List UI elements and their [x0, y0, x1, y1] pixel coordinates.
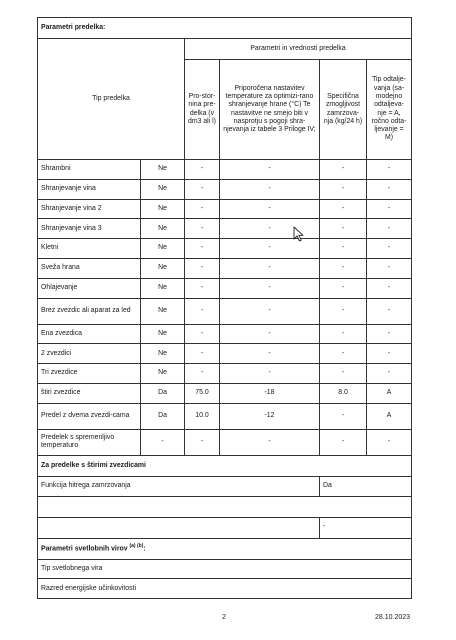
energy-class-label: Razred energijske učinkovitosti [38, 579, 412, 599]
freezing-capacity-cell: - [320, 403, 367, 429]
temperature-cell: - [220, 324, 320, 344]
freezing-capacity-cell: 8.0 [320, 383, 367, 403]
temperature-cell: -12 [220, 403, 320, 429]
defrost-type-cell: - [367, 298, 412, 324]
volume-cell: - [185, 199, 220, 219]
freezing-capacity-column-header: Specifična zmogljivost zamrzova-nja (kg/24 h) [320, 60, 367, 160]
volume-cell: - [185, 429, 220, 455]
defrost-type-cell: - [367, 324, 412, 344]
present-cell: Da [141, 403, 185, 429]
present-cell: Ne [141, 298, 185, 324]
lighting-title-suffix: : [143, 545, 146, 553]
empty-value-row [38, 517, 412, 538]
compartment-type-cell: Kletni [38, 239, 141, 259]
table-title-row [38, 18, 412, 39]
temperature-cell: - [220, 344, 320, 364]
table-row [38, 344, 412, 364]
volume-cell: - [185, 160, 220, 180]
present-cell: Ne [141, 278, 185, 298]
blank-row [38, 496, 412, 517]
volume-cell: 10.0 [185, 403, 220, 429]
mouse-cursor-icon [293, 226, 305, 242]
header-group-row [38, 39, 412, 60]
table-row [38, 298, 412, 324]
present-cell: Ne [141, 239, 185, 259]
type-column-header: Tip predelka [38, 39, 185, 160]
defrost-type-cell: - [367, 239, 412, 259]
volume-cell: - [185, 344, 220, 364]
temperature-cell: - [220, 298, 320, 324]
temperature-cell: - [220, 199, 320, 219]
defrost-type-cell: - [367, 258, 412, 278]
present-cell: Ne [141, 160, 185, 180]
empty-label-cell [38, 517, 320, 538]
table-row [38, 429, 412, 455]
volume-cell: - [185, 364, 220, 384]
compartment-type-cell: Tri zvezdice [38, 364, 141, 384]
volume-cell: - [185, 258, 220, 278]
four-star-section-title: Za predelke s štirimi zvezdicami [38, 455, 412, 476]
freezing-capacity-cell: - [320, 199, 367, 219]
lighting-section-title [38, 538, 412, 559]
table-row [38, 219, 412, 239]
freezing-capacity-cell: - [320, 179, 367, 199]
fast-freeze-value: Da [320, 476, 412, 496]
table-row [38, 160, 412, 180]
freezing-capacity-cell: - [320, 324, 367, 344]
volume-cell: - [185, 219, 220, 239]
table-row [38, 364, 412, 384]
compartment-type-cell: Shranjevanje vina 3 [38, 219, 141, 239]
compartment-type-cell: Sveža hrana [38, 258, 141, 278]
defrost-type-cell: - [367, 179, 412, 199]
present-cell: Da [141, 383, 185, 403]
temperature-cell: - [220, 239, 320, 259]
defrost-type-cell: - [367, 364, 412, 384]
temperature-cell: - [220, 278, 320, 298]
compartment-type-cell: štiri zvezdice [38, 383, 141, 403]
volume-cell: - [185, 298, 220, 324]
freezing-capacity-cell: - [320, 298, 367, 324]
present-cell: Ne [141, 364, 185, 384]
temperature-cell: - [220, 258, 320, 278]
defrost-type-cell: - [367, 199, 412, 219]
fast-freeze-label: Funkcija hitrega zamrzovanja [38, 476, 320, 496]
present-cell: Ne [141, 179, 185, 199]
volume-column-header: Pro-stor-nina pre-delka (v dm3 ali l) [185, 60, 220, 160]
compartment-type-cell: Shrambni [38, 160, 141, 180]
table-row [38, 199, 412, 219]
compartment-type-cell: Ohlajevanje [38, 278, 141, 298]
empty-value-cell: - [320, 517, 412, 538]
temperature-cell: - [220, 179, 320, 199]
freezing-capacity-cell: - [320, 364, 367, 384]
present-cell: Ne [141, 219, 185, 239]
present-cell: Ne [141, 199, 185, 219]
table-row [38, 278, 412, 298]
compartment-type-cell: Shranjevanje vina 2 [38, 199, 141, 219]
table-row [38, 239, 412, 259]
defrost-type-cell: - [367, 429, 412, 455]
light-source-type-label: Tip svetlobnega vira [38, 559, 412, 579]
compartment-type-cell: 2 zvezdici [38, 344, 141, 364]
table-row [38, 383, 412, 403]
product-info-table [37, 17, 412, 599]
volume-cell: 75.0 [185, 383, 220, 403]
temperature-column-header: Priporočena nastavitev temperature za optimizi-rano shranjevanje hrane (°C) Te nastavitve ne smejo biti v nasprotju s pogoji shra-njevanja iz tabele 3 Priloge IV; [220, 60, 320, 160]
freezing-capacity-cell: - [320, 160, 367, 180]
present-cell: Ne [141, 324, 185, 344]
light-source-type-row [38, 559, 412, 579]
temperature-cell: - [220, 364, 320, 384]
temperature-cell: -18 [220, 383, 320, 403]
defrost-type-cell: - [367, 160, 412, 180]
present-cell: - [141, 429, 185, 455]
blank-cell [38, 496, 412, 517]
lighting-title-sup: (a) (b) [129, 543, 144, 550]
table-row [38, 324, 412, 344]
volume-cell: - [185, 278, 220, 298]
freezing-capacity-cell: - [320, 219, 367, 239]
defrost-type-column-header: Tip odtalje-vanja (sa-modejno odtaljeva-nje = A, ročno odta-ljevanje = M) [367, 60, 412, 160]
temperature-cell: - [220, 219, 320, 239]
footer-date: 28.10.2023 [375, 614, 411, 621]
volume-cell: - [185, 324, 220, 344]
freezing-capacity-cell: - [320, 258, 367, 278]
present-cell: Ne [141, 344, 185, 364]
freezing-capacity-cell: - [320, 239, 367, 259]
lighting-title-text: Parametri svetlobnih virov [41, 545, 128, 553]
freezing-capacity-cell: - [320, 278, 367, 298]
freezing-capacity-cell: - [320, 429, 367, 455]
freezing-capacity-cell: - [320, 344, 367, 364]
group-header: Parametri in vrednosti predelka [185, 39, 412, 60]
table-row [38, 403, 412, 429]
compartment-type-cell: Predel z dvema zvezdi-cama [38, 403, 141, 429]
volume-cell: - [185, 239, 220, 259]
volume-cell: - [185, 179, 220, 199]
temperature-cell: - [220, 160, 320, 180]
four-star-section-row [38, 455, 412, 476]
compartment-rows [38, 160, 412, 456]
defrost-type-cell: A [367, 383, 412, 403]
defrost-type-cell: - [367, 344, 412, 364]
temperature-cell: - [220, 429, 320, 455]
compartment-type-cell: Brez zvezdic ali aparat za led [38, 298, 141, 324]
energy-class-row [38, 579, 412, 599]
compartment-type-cell: Ena zvezdica [38, 324, 141, 344]
lighting-section-row [38, 538, 412, 559]
page-number: 2 [222, 614, 226, 621]
present-cell: Ne [141, 258, 185, 278]
defrost-type-cell: - [367, 219, 412, 239]
compartment-type-cell: Predelek s spremenljivo temperaturo [38, 429, 141, 455]
compartment-type-cell: Shranjevanje vina [38, 179, 141, 199]
fast-freeze-row [38, 476, 412, 496]
table-row [38, 258, 412, 278]
table-row [38, 179, 412, 199]
table-title: Parametri predelka: [38, 18, 412, 39]
defrost-type-cell: A [367, 403, 412, 429]
defrost-type-cell: - [367, 278, 412, 298]
